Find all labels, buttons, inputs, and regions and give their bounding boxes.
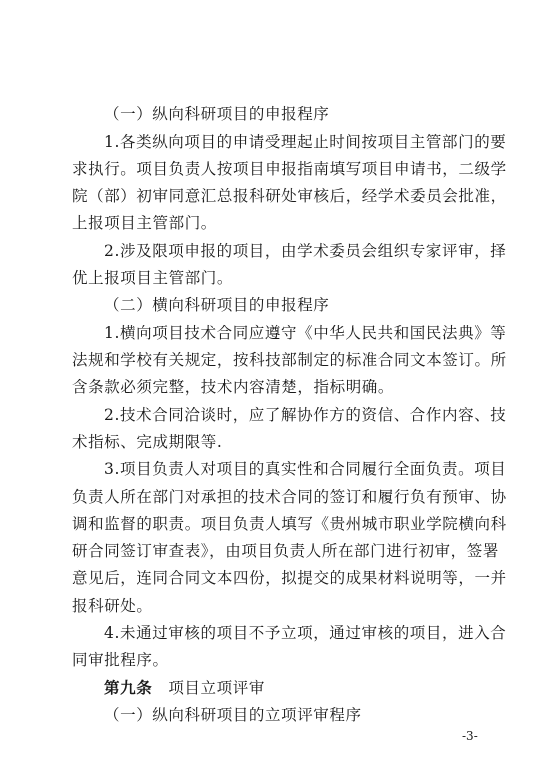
paragraph-line: 4.未通过审核的项目不予立项，通过审核的项目，进入合 [104,624,507,642]
paragraph-line: 报科研处。 [72,597,153,615]
paragraph-line: 研合同签订审查表》，由项目负责人所在部门进行初审，签署 [72,542,499,560]
paragraph-line: 负责人所在部门对承担的技术合同的签订和履行负有预审、协 [72,488,507,506]
paragraph-line: 2.涉及限项申报的项目，由学术委员会组织专家评审，择 [104,242,507,260]
paragraph-line: 院（部）初审同意汇总报科研处审核后，经学术委员会批准， [72,187,507,205]
paragraph-line: 优上报项目主管部门。 [72,269,234,287]
paragraph-line: 1.各类纵向项目的申请受理起止时间按项目主管部门的要 [104,133,507,151]
article-heading [104,677,504,699]
section-heading-vertical-application: （一）纵向科研项目的申报程序 [104,105,330,123]
paragraph-line: 法规和学校有关规定，按科技部制定的标准合同文本签订。所 [72,351,507,369]
paragraph-line: 求执行。项目负责人按项目申报指南填写项目申请书，二级学 [72,160,507,178]
paragraph-line: 2.技术合同洽谈时，应了解协作方的资信、合作内容、技 [104,406,507,424]
paragraph-line: 3.项目负责人对项目的真实性和合同履行全面负责。项目 [104,460,507,478]
article-title: 项目立项评审 [168,679,265,697]
section-heading-horizontal-application: （二）横向科研项目的申报程序 [104,296,330,314]
paragraph-line: 上报项目主管部门。 [72,214,217,232]
paragraph-line: 调和监督的职责。项目负责人填写《贵州城市职业学院横向科 [72,515,507,533]
section-heading-vertical-review: （一）纵向科研项目的立项评审程序 [104,706,362,724]
paragraph-line: 术指标、完成期限等. [72,433,223,451]
paragraph-line: 1.横向项目技术合同应遵守《中华人民共和国民法典》等 [104,324,507,342]
article-number: 第九条 [104,679,153,697]
paragraph-line: 同审批程序。 [72,651,169,669]
paragraph-line: 含条款必须完整，技术内容清楚，指标明确。 [72,378,395,396]
page-number: -3- [462,729,478,743]
paragraph-line: 意见后，连同合同文本四份，拟提交的成果材料说明等，一并 [72,569,507,587]
